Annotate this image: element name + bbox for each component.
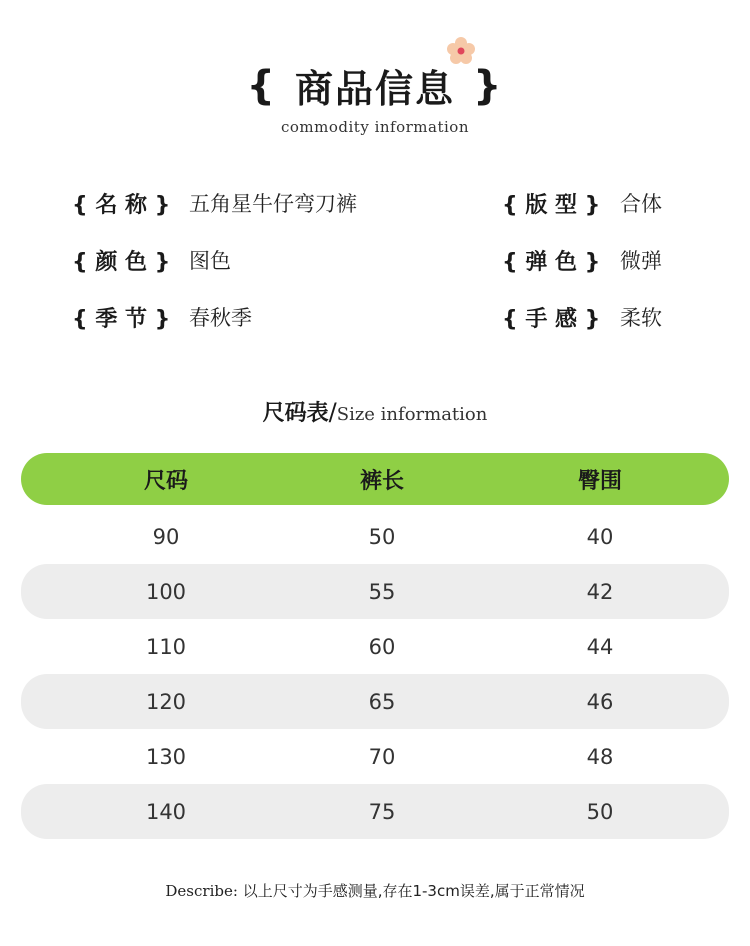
title-brace-close: }	[473, 62, 504, 109]
cell-hip: 42	[586, 579, 614, 604]
cell-hip: 46	[586, 689, 614, 714]
info-row-3	[0, 302, 750, 342]
header-length: 裤长	[359, 468, 404, 494]
page-title-text: 商品信息	[294, 67, 455, 111]
info-key-name: { 名 称 }	[72, 193, 171, 218]
info-key-feel: { 手 感 }	[502, 307, 601, 332]
size-table-title	[0, 396, 750, 427]
size-title-slash: /	[328, 398, 337, 426]
info-value-color: 图色	[189, 249, 231, 273]
table-row	[21, 509, 729, 564]
cell-length: 65	[368, 689, 396, 714]
cell-length: 60	[368, 634, 396, 659]
table-row	[21, 729, 729, 784]
cell-hip: 48	[586, 744, 614, 769]
cell-length: 70	[368, 744, 396, 769]
size-title-zh: 尺码表	[262, 401, 329, 426]
info-value-fit: 合体	[620, 192, 662, 216]
size-table	[21, 453, 729, 839]
info-value-stretch: 微弹	[620, 249, 662, 273]
cell-size: 140	[145, 799, 187, 824]
cell-length: 75	[368, 799, 396, 824]
header-hip: 臀围	[577, 468, 622, 494]
cell-size: 130	[145, 744, 187, 769]
table-row	[21, 784, 729, 839]
info-key-season: { 季 节 }	[72, 307, 171, 332]
cell-size: 120	[145, 689, 187, 714]
page-subtitle: commodity information	[281, 118, 469, 136]
table-row	[21, 619, 729, 674]
cell-size: 90	[152, 524, 180, 549]
page-title-wrap	[0, 58, 750, 113]
cell-hip: 50	[586, 799, 614, 824]
info-key-fit: { 版 型 }	[502, 193, 601, 218]
info-value-feel: 柔软	[620, 306, 662, 330]
header-size: 尺码	[143, 468, 188, 494]
info-row-1	[0, 188, 750, 228]
cell-length: 55	[368, 579, 396, 604]
footer-label: Describe:	[165, 882, 238, 900]
info-key-color: { 颜 色 }	[72, 250, 171, 275]
size-title-en: Size information	[336, 404, 488, 425]
footer-note	[0, 880, 750, 901]
footer-text: 以上尺寸为手感测量,存在1-3cm误差,属于正常情况	[242, 882, 585, 900]
table-row	[21, 674, 729, 729]
title-brace-open: {	[246, 62, 277, 109]
info-value-name: 五角星牛仔弯刀裤	[189, 192, 357, 216]
table-header-row	[21, 453, 729, 505]
cell-hip: 44	[586, 634, 614, 659]
table-row	[21, 564, 729, 619]
info-value-season: 春秋季	[189, 306, 252, 330]
cell-size: 100	[145, 579, 187, 604]
cell-length: 50	[368, 524, 396, 549]
info-key-stretch: { 弹 色 }	[502, 250, 601, 275]
page-title	[247, 58, 504, 113]
info-row-2	[0, 245, 750, 285]
cell-size: 110	[145, 634, 187, 659]
cell-hip: 40	[586, 524, 614, 549]
